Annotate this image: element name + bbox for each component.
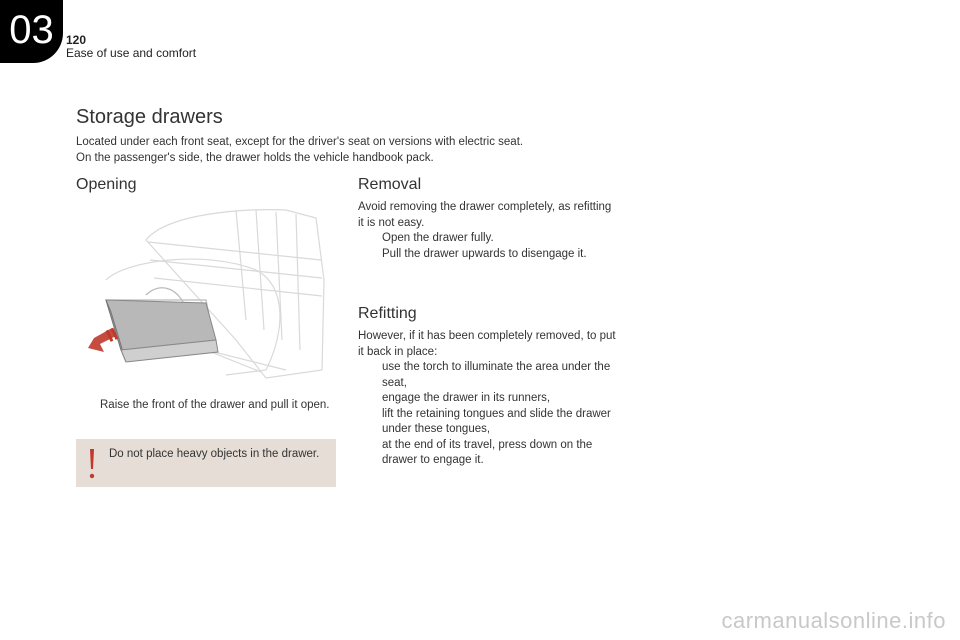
pull-arrow-icon xyxy=(88,328,118,352)
drawer-shape xyxy=(106,300,218,362)
opening-heading: Opening xyxy=(76,176,137,193)
chapter-badge: 03 xyxy=(0,0,63,63)
seat-drawer-illustration xyxy=(86,200,331,382)
list-item: engage the drawer in its runners, xyxy=(382,392,551,404)
warning-text: Do not place heavy objects in the drawer. xyxy=(109,448,320,460)
page-number: 120 xyxy=(66,33,87,47)
refitting-heading: Refitting xyxy=(358,305,417,322)
list-item: Pull the drawer upwards to disengage it. xyxy=(382,247,587,260)
list-item: lift the retaining tongues and slide the drawer under these tongues, xyxy=(382,407,611,435)
removal-heading: Removal xyxy=(358,176,422,193)
page-title: Storage drawers xyxy=(76,106,223,128)
intro-line: Located under each front seat, except for the driver's seat on versions with electric seat. xyxy=(76,136,524,148)
removal-intro: Avoid removing the drawer completely, as refitting it is not easy. xyxy=(358,201,612,229)
intro-line: On the passenger's side, the drawer holds the vehicle handbook pack. xyxy=(76,152,434,164)
opening-instructions xyxy=(76,398,331,414)
removal-instructions xyxy=(358,200,620,262)
list-item: Raise the front of the drawer and pull it open. xyxy=(100,399,330,411)
warning-icon xyxy=(84,447,100,481)
warning-box xyxy=(76,439,336,487)
watermark: carmanualsonline.info xyxy=(721,608,946,633)
list-item: use the torch to illuminate the area under the seat, xyxy=(382,361,611,389)
list-item: at the end of its travel, press down on the drawer to engage it. xyxy=(382,438,593,466)
refitting-intro: However, if it has been completely removed, to put it back in place: xyxy=(358,330,616,358)
list-item: Open the drawer fully. xyxy=(382,232,494,244)
intro-text xyxy=(76,134,636,166)
refitting-instructions xyxy=(358,329,620,469)
section-name: Ease of use and comfort xyxy=(66,46,197,60)
